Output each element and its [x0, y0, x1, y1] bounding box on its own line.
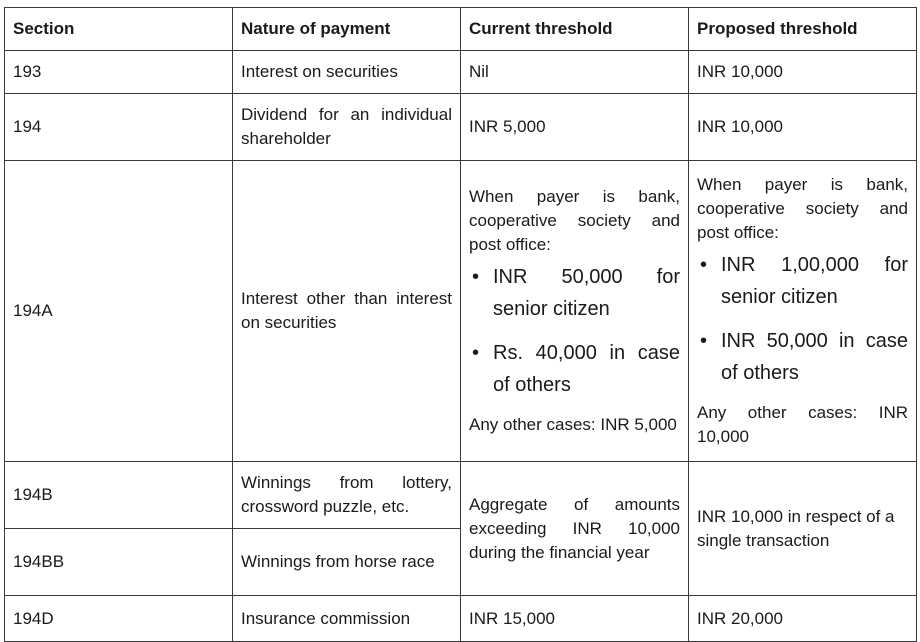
- proposed-intro: When payer is bank, cooperative society and post office:: [697, 175, 908, 242]
- cell-nature: Insurance commission: [233, 596, 461, 642]
- list-item-text: Rs. 40,000 in case of others: [493, 342, 680, 396]
- tds-threshold-table: [4, 7, 917, 642]
- list-item: [697, 249, 908, 313]
- list-item: [469, 261, 680, 325]
- bullet-icon: •: [472, 266, 480, 288]
- cell-section: 194BB: [5, 529, 233, 596]
- table-row-193: [5, 51, 917, 94]
- header-current-threshold: Current threshold: [461, 8, 689, 51]
- cell-current: INR 5,000: [461, 94, 689, 161]
- cell-current: INR 15,000: [461, 596, 689, 642]
- list-item: [469, 337, 680, 401]
- list-item: [697, 325, 908, 389]
- cell-section: 194A: [5, 161, 233, 462]
- cell-proposed: INR 20,000: [689, 596, 917, 642]
- list-item-text: INR 50,000 for senior citizen: [493, 266, 680, 320]
- header-proposed-threshold: Proposed threshold: [689, 8, 917, 51]
- table-row-194D: [5, 596, 917, 642]
- header-section: Section: [5, 8, 233, 51]
- cell-nature: Winnings from lottery, crossword puzzle, etc.: [233, 462, 461, 529]
- table-header-row: [5, 8, 917, 51]
- cell-nature: Winnings from horse race: [233, 529, 461, 596]
- table-row-194B: [5, 462, 917, 529]
- current-intro: When payer is bank, cooperative society and post office:: [469, 187, 680, 254]
- cell-nature: Interest other than interest on securities: [233, 161, 461, 462]
- cell-proposed-shared: INR 10,000 in respect of a single transaction: [689, 462, 917, 596]
- table-row-194: [5, 94, 917, 161]
- cell-proposed: [689, 161, 917, 462]
- proposed-outro: Any other cases: INR 10,000: [697, 403, 908, 446]
- cell-current-shared: Aggregate of amounts exceeding INR 10,000 during the financial year: [461, 462, 689, 596]
- cell-current: [461, 161, 689, 462]
- cell-section: 194B: [5, 462, 233, 529]
- current-points-list: [469, 261, 680, 401]
- list-item-text: INR 50,000 in case of others: [721, 330, 908, 384]
- cell-proposed: INR 10,000: [689, 51, 917, 94]
- cell-proposed: INR 10,000: [689, 94, 917, 161]
- header-nature-of-payment: Nature of payment: [233, 8, 461, 51]
- table-row-194A: [5, 161, 917, 462]
- cell-nature: Dividend for an individual shareholder: [233, 94, 461, 161]
- cell-section: 194D: [5, 596, 233, 642]
- bullet-icon: •: [700, 254, 708, 276]
- bullet-icon: •: [700, 330, 708, 352]
- cell-current: Nil: [461, 51, 689, 94]
- cell-section: 194: [5, 94, 233, 161]
- bullet-icon: •: [472, 342, 480, 364]
- cell-nature: Interest on securities: [233, 51, 461, 94]
- list-item-text: INR 1,00,000 for senior citizen: [721, 254, 908, 308]
- cell-section: 193: [5, 51, 233, 94]
- current-outro: Any other cases: INR 5,000: [469, 415, 677, 434]
- proposed-points-list: [697, 249, 908, 389]
